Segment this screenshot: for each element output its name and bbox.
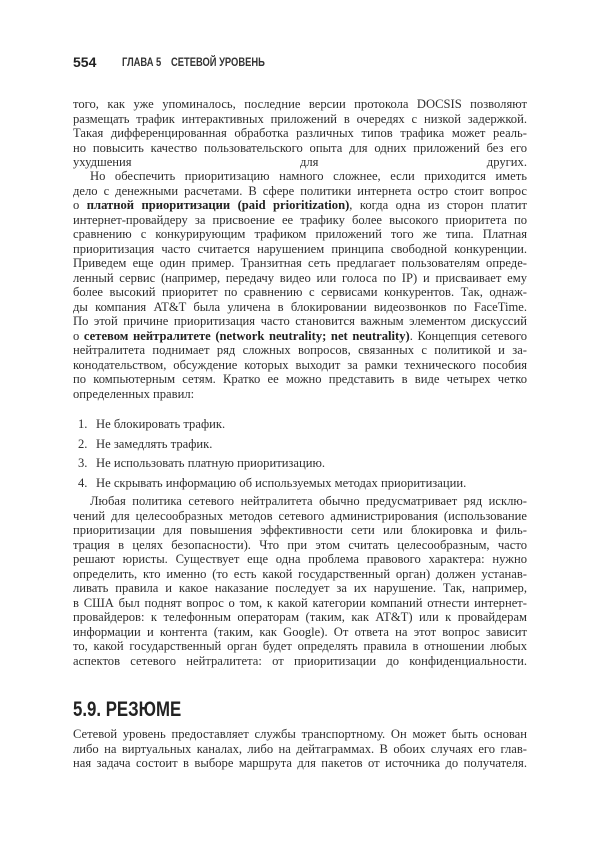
list-text: Не замедлять трафик.: [96, 436, 213, 451]
text-line: Любая политика сетевого нейтралитета обычно предусматривает ряд исклю-: [90, 494, 527, 508]
text-line: размещать трафик интерактивных приложений в очередях с низкой задержкой.: [73, 111, 527, 126]
list-number: 3.: [78, 456, 88, 470]
page-number: 554: [73, 54, 97, 70]
text-segment: . Концепция сетевого: [409, 328, 527, 343]
text-line: [73, 198, 527, 213]
chapter-label: ГЛАВА 5: [122, 55, 162, 69]
chapter-title: СЕТЕВОЙ УРОВЕНЬ: [171, 55, 265, 69]
text-line: Сетевой уровень предоставляет службы транспортному. Он может быть основан: [73, 727, 527, 741]
text-segment: о: [73, 198, 87, 212]
text-line: но повысить качество пользовательского опыта для одних приложений без его: [73, 140, 527, 155]
text-line: [73, 329, 527, 344]
list-number: 2.: [78, 436, 88, 451]
text-line: решают юристы. Существует еще одна проблема правового характера: нужно: [73, 552, 527, 566]
text-line: Такая дифференцированная обработка различных типов трафика может реаль-: [73, 126, 527, 140]
text-line: ухудшения для других.: [73, 155, 527, 169]
text-line: ды компания AT&T была уличена в блокировании видеозвонков по FaceTime.: [73, 299, 527, 314]
paragraph-3: [73, 494, 527, 668]
text-line: трация в целях безопасности). Что при этом считать целесообразным, часто: [73, 537, 527, 552]
text-line: По этой причине приоритизация часто становится важным элементом дискуссий: [73, 314, 527, 328]
text-line: интернет-провайдеру за присвоение ее трафику более высокого приоритета по: [73, 212, 527, 227]
bold-term: платной приоритизации (paid prioritization): [86, 198, 350, 212]
list-text: Не блокировать трафик.: [96, 417, 226, 431]
text-line: то, какой государственный орган будет определять правила в отношении любых: [73, 639, 527, 653]
text-line: определить, кто именно (то есть какой государственный орган) должен устанав-: [73, 566, 527, 581]
list-text: Не использовать платную приоритизацию.: [96, 456, 326, 470]
list-item: [78, 435, 466, 455]
paragraph-1: [73, 97, 527, 170]
text-line: Но обеспечить приоритизацию намного сложнее, если приходится иметь: [90, 169, 527, 183]
list-item: [78, 454, 466, 474]
list-text: Не скрывать информацию об используемых методах приоритизации.: [96, 475, 467, 490]
text-line: в США был поднят вопрос о том, к какой категории компаний отнести интернет-: [73, 595, 527, 610]
text-line: информации и контента (таким, как Google). От ответа на этот вопрос зависит: [73, 624, 527, 639]
text-line: более высокий приоритет по сравнению с сервисами конкурентов. Так, однаж-: [73, 285, 527, 299]
paragraph-4: [73, 727, 527, 771]
text-line: провайдеров: к телефонным операторам (таким, как AT&T) или к провайдерам: [73, 610, 527, 624]
list-item: [78, 415, 466, 435]
bold-term: сетевом нейтралитете (network neutrality; net neutrality): [83, 328, 410, 343]
text-line: ная задача состоит в выборе маршрута для пакетов от источника до получателя.: [73, 756, 527, 770]
text-line: дело с денежными расчетами. В сфере политики интернета остро стоит вопрос: [73, 183, 527, 198]
text-line: аспектов сетевого нейтралитета: от приоритизации до конфиденциальности.: [73, 653, 527, 668]
list-item: [78, 474, 466, 494]
text-line: определенных правил:: [73, 386, 195, 401]
rules-list: [78, 415, 466, 493]
text-line: чений для целесообразных методов сетевого администрирования (использование: [73, 508, 527, 523]
text-line: конодательством, обсуждение которых выходит за рамки технического пособия: [73, 357, 527, 372]
text-line: приоритизация часто считается нарушением принципа свободной конкуренции.: [73, 241, 527, 256]
text-line: ленный сервис (например, передачу видео или голоса по IP) и присваивает ему: [73, 270, 527, 285]
text-line: приоритизации для повышения эффективности сети или блокировка и филь-: [73, 523, 527, 537]
list-number: 1.: [78, 417, 88, 431]
text-segment: о: [73, 328, 84, 343]
text-line: по компьютерным сетям. Кратко ее можно представить в виде четырех четко: [73, 372, 527, 386]
text-line: Приведем еще один пример. Транзитная сеть предлагает пользователям опреде-: [73, 256, 527, 270]
paragraph-2: [73, 169, 527, 401]
text-line: ливать правила и какое наказание последует за их нарушение. Так, например,: [73, 581, 527, 595]
list-number: 4.: [78, 475, 88, 490]
text-segment: , когда одна из сторон платит: [349, 198, 527, 212]
section-heading: 5.9. РЕЗЮМЕ: [73, 698, 182, 721]
text-line: либо на виртуальных каналах, либо на дейтаграммах. В обоих случаях его глав-: [73, 741, 527, 756]
text-line: сравнению с конкурирующим трафиком приложений того же типа. Платная: [73, 227, 527, 241]
text-line: того, как уже упоминалось, последние версии протокола DOCSIS позволяют: [73, 97, 527, 111]
text-line: нейтралитета поднимает ряд сложных вопросов, связанных с политикой и за-: [73, 343, 527, 357]
